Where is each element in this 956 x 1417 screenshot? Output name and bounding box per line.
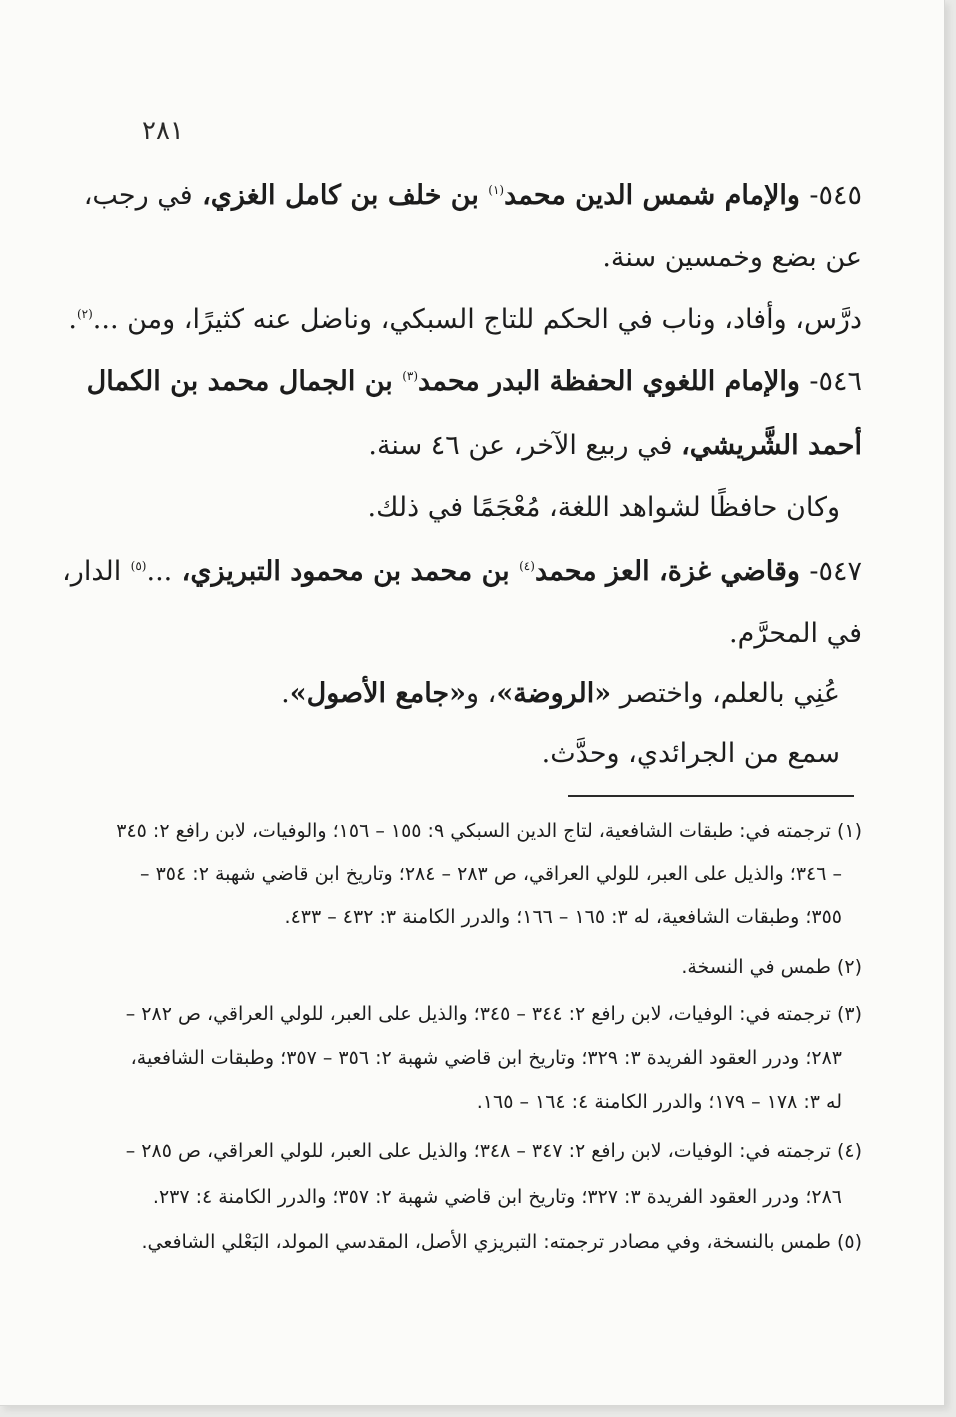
footnote-4-line-1: (٤) ترجمته في: الوفيات، لابن رافع ٢: ٣٤٧ – ٣٤٨؛ والذيل على العبر، للولي العراقي، ص ٢٨٥ – [125, 1140, 862, 1162]
entry-546-line-2 [140, 426, 862, 466]
footnote-1-line-1: (١) ترجمته في: طبقات الشافعية، لتاج الدين السبكي ٩: ١٥٥ – ١٥٦؛ والوفيات، لابن رافع ٢: ٣٤٥ [116, 820, 862, 842]
footnote-separator [568, 795, 854, 797]
footnote-5-line-1: (٥) طمس بالنسخة، وفي مصادر ترجمته: التبريزي الأصل، المقدسي المولد، البَعْلي الشافعي. [141, 1231, 862, 1253]
entry-545-line-1 [83, 176, 862, 216]
book-title: «الروضة» [496, 678, 612, 709]
entry-name-a: والإمام شمس الدين محمد [504, 180, 800, 211]
footnote-1-line-2: – ٣٤٦؛ والذيل على العبر، للولي العراقي، ص ٢٨٣ – ٢٨٤؛ وتاريخ ابن قاضي شهبة ٢: ٣٥٤ – [140, 863, 843, 885]
page-number: ٢٨١ [142, 116, 184, 146]
entry-547-line-3 [140, 674, 840, 714]
entry-name-c: أحمد الشَّريشي، [681, 430, 862, 461]
entry-547-line-4: سمع من الجرائدي، وحدَّث. [541, 738, 840, 769]
entry-number: ٥٤٧- [809, 556, 862, 587]
footnote-3-line-3: له ٣: ١٧٨ – ١٧٩؛ والدرر الكامنة ٤: ١٦٤ – ١٦٥. [476, 1091, 842, 1113]
entry-546-line-3: وكان حافظًا لشواهد اللغة، مُعْجَمًا في ذلك. [367, 492, 840, 523]
entry-date: في رجب، [83, 180, 193, 211]
entry-number: ٥٤٥- [809, 180, 862, 211]
entry-545-line-3 [68, 300, 862, 340]
footnote-ref: (١) [488, 183, 505, 197]
entry-name-a: وقاضي غزة، العز محمد [534, 556, 800, 587]
footnote-3-line-1: (٣) ترجمته في: الوفيات، لابن رافع ٢: ٣٤٤ – ٣٤٥؛ والذيل على العبر، للولي العراقي، ص ٢٨٢ – [125, 1003, 862, 1025]
entry-number: ٥٤٦- [809, 366, 862, 397]
entry-546-line-1 [86, 362, 862, 402]
entry-text: درَّس، وأفاد، وناب في الحكم للتاج السبكي، وناضل عنه كثيرًا، ومن ... [92, 304, 862, 335]
entry-text: . [281, 678, 290, 709]
footnote-1-line-3: ٣٥٥؛ وطبقات الشافعية، له ٣: ١٦٥ – ١٦٦؛ والدرر الكامنة ٣: ٤٣٢ – ٤٣٣. [284, 906, 842, 928]
entry-547-line-1 [62, 552, 862, 592]
footnote-ref: (٥) [130, 559, 147, 573]
entry-547-line-2: في المحرَّم. [729, 618, 862, 649]
main-text [62, 0, 862, 800]
entry-545-line-2: عن بضع وخمسين سنة. [602, 242, 862, 273]
entry-name-b: بن محمد بن محمود التبريزي، [181, 556, 510, 587]
entry-name-b: بن الجمال محمد بن الكمال [86, 366, 393, 397]
entry-name-a: والإمام اللغوي الحفظة البدر محمد [418, 366, 800, 397]
book-title: «جامع الأصول» [289, 678, 466, 709]
footnote-3-line-2: ٢٨٣؛ ودرر العقود الفريدة ٣: ٣٢٩؛ وتاريخ ابن قاضي شهبة ٢: ٣٥٦ – ٣٥٧؛ وطبقات الشافعية، [130, 1047, 842, 1069]
entry-text-end: . [68, 304, 77, 335]
footnote-4-line-2: ٢٨٦؛ ودرر العقود الفريدة ٣: ٣٢٧؛ وتاريخ ابن قاضي شهبة ٢: ٣٥٧؛ والدرر الكامنة ٤: ٢٣٧. [152, 1186, 842, 1208]
entry-text: عُنِي بالعلم، واختصر [619, 678, 840, 709]
footnote-2-line-1: (٢) طمس في النسخة. [681, 956, 862, 978]
footnote-ref: (٢) [76, 307, 93, 321]
footnote-ref: (٤) [519, 559, 535, 573]
entry-text: ، و [466, 678, 497, 709]
entry-date: في ربيع الآخر، عن ٤٦ سنة. [368, 430, 673, 461]
entry-tail: الدار، [62, 556, 122, 587]
entry-ellipsis: ... [146, 556, 173, 587]
entry-name-b: بن خلف بن كامل الغزي، [202, 180, 479, 211]
footnote-ref: (٣) [402, 369, 419, 383]
